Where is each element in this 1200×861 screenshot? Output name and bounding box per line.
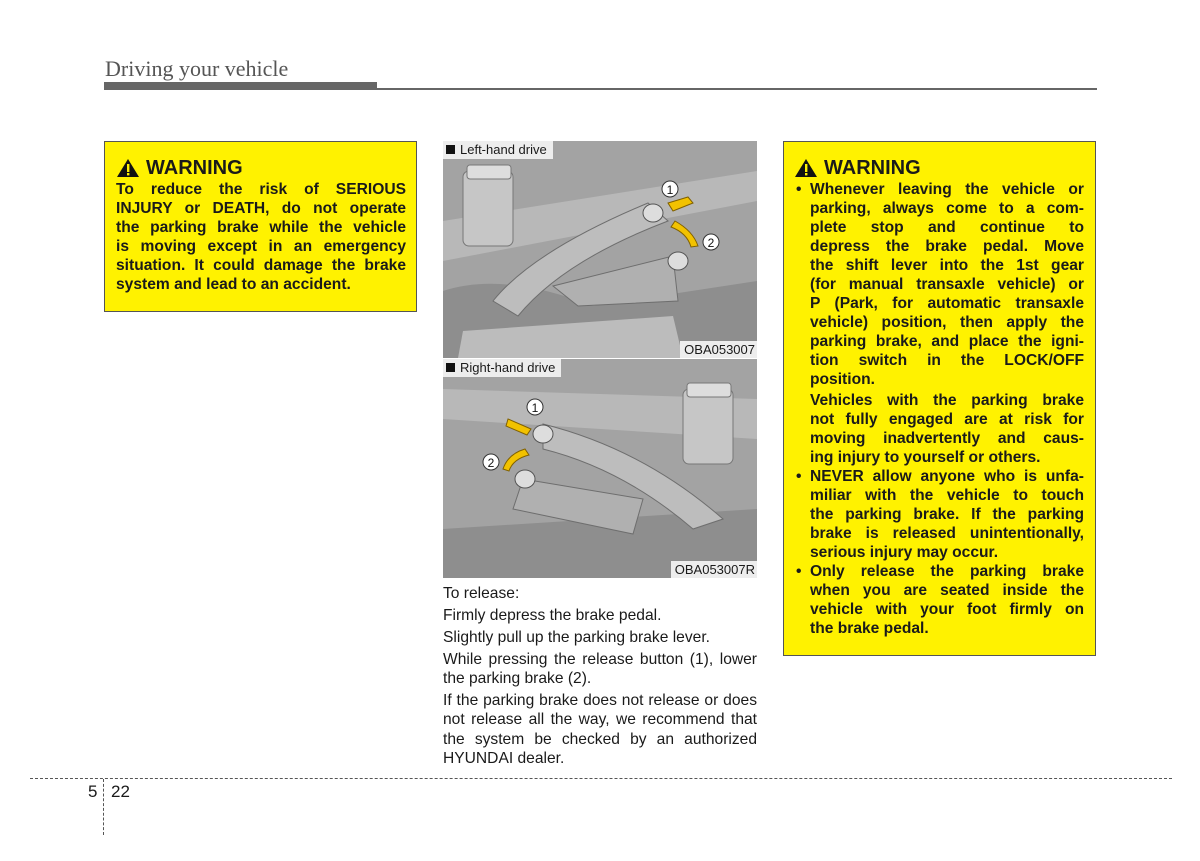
warning-heading: [794, 156, 1084, 180]
figure-code: OBA053007: [680, 341, 757, 358]
figure-left-hand-drive: [443, 141, 757, 358]
step: While pressing the release button (1), lower the parking brake (2).: [443, 650, 757, 688]
text-line: plete stop and continue to: [810, 219, 1084, 236]
footer-divider: [103, 779, 104, 835]
text-line: • Whenever leaving the vehicle or: [810, 181, 1084, 198]
text-line: miliar with the vehicle to touch: [810, 487, 1084, 504]
warning-box-right: [783, 141, 1096, 656]
text-line: is moving except in an emergency: [116, 238, 406, 255]
text-line: serious injury may occur.: [810, 544, 999, 561]
parking-brake-illustration-lhd: [443, 141, 757, 358]
header-rule: [377, 88, 1097, 90]
text-line: To reduce the risk of SERIOUS: [116, 181, 406, 198]
text-line: system and lead to an accident.: [116, 276, 351, 293]
parking-brake-illustration-rhd: [443, 359, 757, 578]
warning-bullet: [794, 562, 1084, 638]
callout-2: 2: [487, 456, 495, 470]
warning-box-left: [104, 141, 417, 312]
warning-heading: [116, 156, 406, 180]
figure-right-hand-drive: [443, 359, 757, 578]
text-line: (for manual transaxle vehicle) or: [810, 276, 1084, 293]
text-line: situation. It could damage the brake: [116, 257, 406, 274]
text-line: • NEVER allow anyone who is unfa-: [810, 468, 1084, 485]
text-line: P (Park, for automatic transaxle: [810, 295, 1084, 312]
text-line: not fully engaged are at risk for: [810, 411, 1084, 428]
callout-2: 2: [707, 236, 715, 250]
warning-triangle-icon: [116, 158, 140, 178]
text-line: position.: [810, 371, 875, 388]
text-line: depress the brake pedal. Move: [810, 238, 1084, 255]
step: Slightly pull up the parking brake lever.: [443, 628, 710, 646]
warning-text: [116, 180, 406, 294]
warning-title: WARNING: [824, 157, 921, 179]
warning-bullets: [794, 180, 1084, 638]
release-instructions: [443, 584, 757, 771]
figure-code: OBA053007R: [671, 561, 757, 578]
warning-subparagraph: [810, 391, 1084, 467]
text-line: the shift lever into the 1st gear: [810, 257, 1084, 274]
text-line: when you are seated inside the: [810, 582, 1084, 599]
text-line: brake is released unintentionally,: [810, 525, 1084, 542]
section-title: Driving your vehicle: [105, 56, 289, 81]
figure-label: Left-hand drive: [443, 141, 553, 159]
text-line: vehicle with your foot firmly on: [810, 601, 1084, 618]
header-bar: [104, 82, 377, 90]
text-line: moving inadvertently and caus-: [810, 430, 1084, 447]
text-line: parking brake, and place the igni-: [810, 333, 1084, 350]
warning-triangle-icon: [794, 158, 818, 178]
text-line: INJURY or DEATH, do not operate: [116, 200, 406, 217]
instructions-heading: To release:: [443, 585, 520, 602]
text-line: • Only release the parking brake: [810, 563, 1084, 580]
warning-title: WARNING: [146, 157, 243, 179]
text-line: Vehicles with the parking brake: [810, 392, 1084, 409]
page-number: 22: [111, 782, 130, 801]
text-line: ing injury to yourself or others.: [810, 449, 1041, 466]
text-line: tion switch in the LOCK/OFF: [810, 352, 1084, 369]
step: Firmly depress the brake pedal.: [443, 606, 662, 624]
text-line: parking, always come to a com-: [810, 200, 1084, 217]
figure-label: Right-hand drive: [443, 359, 561, 377]
text-line: the parking brake. If the parking: [810, 506, 1084, 523]
text-line: the parking brake while the vehicle: [116, 219, 406, 236]
text-line: vehicle) position, then apply the: [810, 314, 1084, 331]
callout-1: 1: [666, 183, 674, 197]
step: If the parking brake does not release or does not release all the way, we recommend that the system be checked by an authorized HYUNDAI dealer.: [443, 692, 757, 768]
warning-bullet: [794, 467, 1084, 562]
chapter-number: 5: [88, 782, 98, 801]
callout-1: 1: [531, 401, 539, 415]
footer-rule: [30, 778, 1172, 779]
text-line: the brake pedal.: [810, 620, 929, 637]
warning-bullet: [794, 180, 1084, 467]
